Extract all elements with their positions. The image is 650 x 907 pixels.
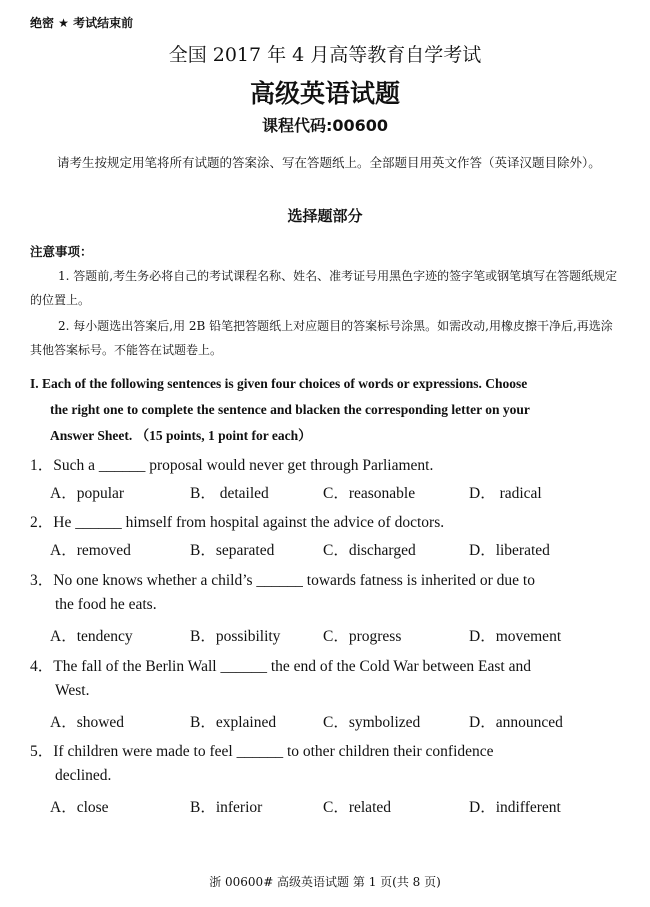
question-5-stem-continuation: declined. [55, 767, 112, 784]
question-1-option-d: D． radical [469, 485, 542, 502]
notes-heading: 注意事项： [30, 244, 93, 259]
section-title: 选择题部分 [287, 207, 363, 225]
question-1-option-a: A．popular [50, 485, 125, 502]
exam-title: 全国 2017 年 4 月高等教育自学考试 [168, 44, 482, 66]
question-5-option-b: B．inferior [190, 799, 263, 816]
question-3-option-a: A．tendency [50, 628, 133, 645]
question-1-stem: 1．Such a ______ proposal would never get through Parliament. [30, 457, 434, 474]
question-3-option-d: D．movement [469, 628, 562, 645]
question-5-stem: 5．If children were made to feel ______ to other children their confidence [30, 743, 494, 760]
subject-title: 高级英语试题 [249, 79, 400, 108]
question-2-option-a: A．removed [50, 542, 131, 559]
question-4-option-d: D．announced [469, 714, 563, 731]
part-one-instruction-line: Answer Sheet. （15 points, 1 point for each） [50, 428, 312, 443]
course-code: 课程代码:00600 [261, 116, 389, 135]
question-4-option-c: C．symbolized [323, 714, 421, 731]
question-5-option-d: D．indifferent [469, 799, 561, 816]
part-one-instructions [30, 371, 622, 449]
question-4-option-a: A．showed [50, 714, 125, 731]
question-2-option-c: C．discharged [323, 542, 416, 559]
note-item: 2. 每小题选出答案后,用 2B 铅笔把答题纸上对应题目的答案标号涂黑。如需改动,用橡皮擦干净后,再选涂其他答案标号。不能答在试题卷上。 [30, 319, 613, 357]
question-4-stem: 4．The fall of the Berlin Wall ______ the end of the Cold War between East and [30, 658, 531, 675]
question-4-option-b: B．explained [190, 714, 277, 731]
question-3-option-b: B．possibility [190, 628, 281, 645]
general-instructions: 请考生按规定用笔将所有试题的答案涂、写在答题纸上。全部题目用英文作答（英译汉题目除外）。 [57, 155, 601, 170]
note-item: 1. 答题前,考生务必将自己的考试课程名称、姓名、准考证号用黑色字迹的签字笔或钢笔填写在答题纸规定的位置上。 [30, 269, 618, 307]
question-5-option-c: C．related [323, 799, 392, 816]
question-3-stem: 3．No one knows whether a child’s ______ towards fatness is inherited or due to [30, 572, 535, 589]
question-5-option-a: A．close [50, 799, 109, 816]
question-1-option-b: B． detailed [190, 485, 269, 502]
question-2-option-b: B．separated [190, 542, 275, 559]
question-3-stem-continuation: the food he eats. [55, 596, 157, 613]
question-4-stem-continuation: West. [55, 682, 90, 699]
page-footer: 浙 00600# 高级英语试题 第 1 页(共 8 页) [209, 875, 441, 889]
question-2-option-d: D．liberated [469, 542, 550, 559]
question-1-option-c: C．reasonable [323, 485, 416, 502]
part-one-instruction-line: I. Each of the following sentences is given four choices of words or expressions. Choose [30, 376, 528, 391]
part-one-instruction-line: the right one to complete the sentence and blacken the corresponding letter on your [50, 402, 530, 417]
secret-label: 绝密 ★ 考试结束前 [30, 16, 134, 30]
question-2-stem: 2．He ______ himself from hospital against the advice of doctors. [30, 514, 445, 531]
question-3-option-c: C．progress [323, 628, 402, 645]
